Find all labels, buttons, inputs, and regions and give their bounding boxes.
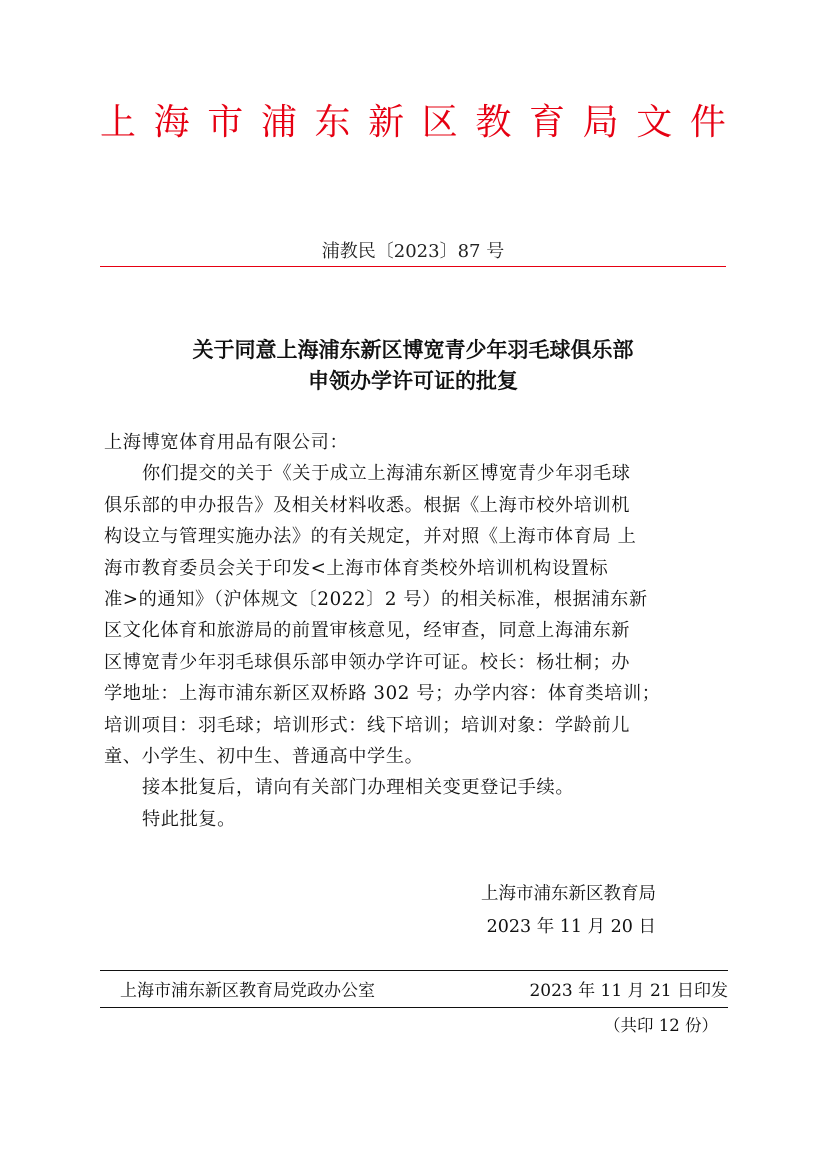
body-line: 学地址：上海市浦东新区双桥路 302 号；办学内容：体育类培训； [104, 683, 661, 705]
header-char: 文 [636, 102, 673, 143]
footer-divider-bottom [100, 1007, 728, 1008]
paragraph-registration: 接本批复后，请向有关部门办理相关变更登记手续。 [142, 777, 575, 799]
body-line: 区博宽青少年羽毛球俱乐部申领办学许可证。校长：杨壮桐；办 [104, 651, 631, 673]
body-line: 区文化体育和旅游局的前置审核意见，经审查，同意上海浦东新 [104, 620, 631, 642]
title-line-2: 申领办学许可证的批复 [308, 369, 518, 393]
body-line: 童、小学生、初中生、普通高中学生。 [104, 746, 424, 768]
header-char: 育 [529, 102, 566, 143]
header-char: 新 [368, 102, 405, 143]
header-char: 浦 [260, 102, 297, 143]
body-line: 准>的通知》（沪体规文〔2022〕2 号）的相关标准，根据浦东新 [104, 589, 648, 611]
print-date: 2023 年 11 月 21 日印发 [529, 981, 728, 1001]
document-body [104, 427, 740, 835]
header-char: 教 [475, 102, 512, 143]
signature-date: 2023 年 11 月 20 日 [486, 917, 656, 937]
salutation: 上海博宽体育用品有限公司： [104, 432, 349, 453]
body-line: 培训项目：羽毛球；培训形式：线下培训；培训对象：学龄前儿 [104, 714, 631, 736]
header-char: 件 [689, 102, 726, 143]
body-line: 海市教育委员会关于印发<上海市体育类校外培训机构设置标 [104, 557, 609, 579]
issuing-office: 上海市浦东新区教育局党政办公室 [120, 981, 375, 1001]
header-char: 东 [314, 102, 351, 143]
red-divider [100, 266, 726, 267]
header-char: 区 [421, 102, 458, 143]
footer-divider-top [100, 970, 728, 971]
header-char: 海 [153, 102, 190, 143]
document-number: 浦教民〔2023〕87 号 [321, 241, 505, 262]
body-line: 你们提交的关于《关于成立上海浦东新区博宽青少年羽毛球 [142, 463, 631, 485]
document-header [100, 98, 726, 148]
header-char: 市 [207, 102, 244, 143]
title-line-1: 关于同意上海浦东新区博宽青少年羽毛球俱乐部 [192, 338, 634, 362]
header-char: 上 [100, 102, 137, 143]
body-line: 俱乐部的申办报告》及相关材料收悉。根据《上海市校外培训机 [104, 494, 631, 516]
header-char: 局 [582, 102, 619, 143]
signature-org: 上海市浦东新区教育局 [481, 884, 656, 904]
document-title [100, 335, 726, 397]
paragraph-closing: 特此批复。 [142, 808, 236, 830]
copies-count: （共印 12 份） [604, 1016, 718, 1035]
signature-block [420, 878, 656, 944]
body-line: 构设立与管理实施办法》的有关规定，并对照《上海市体育局 上 [104, 526, 637, 548]
print-footer [100, 979, 728, 1003]
